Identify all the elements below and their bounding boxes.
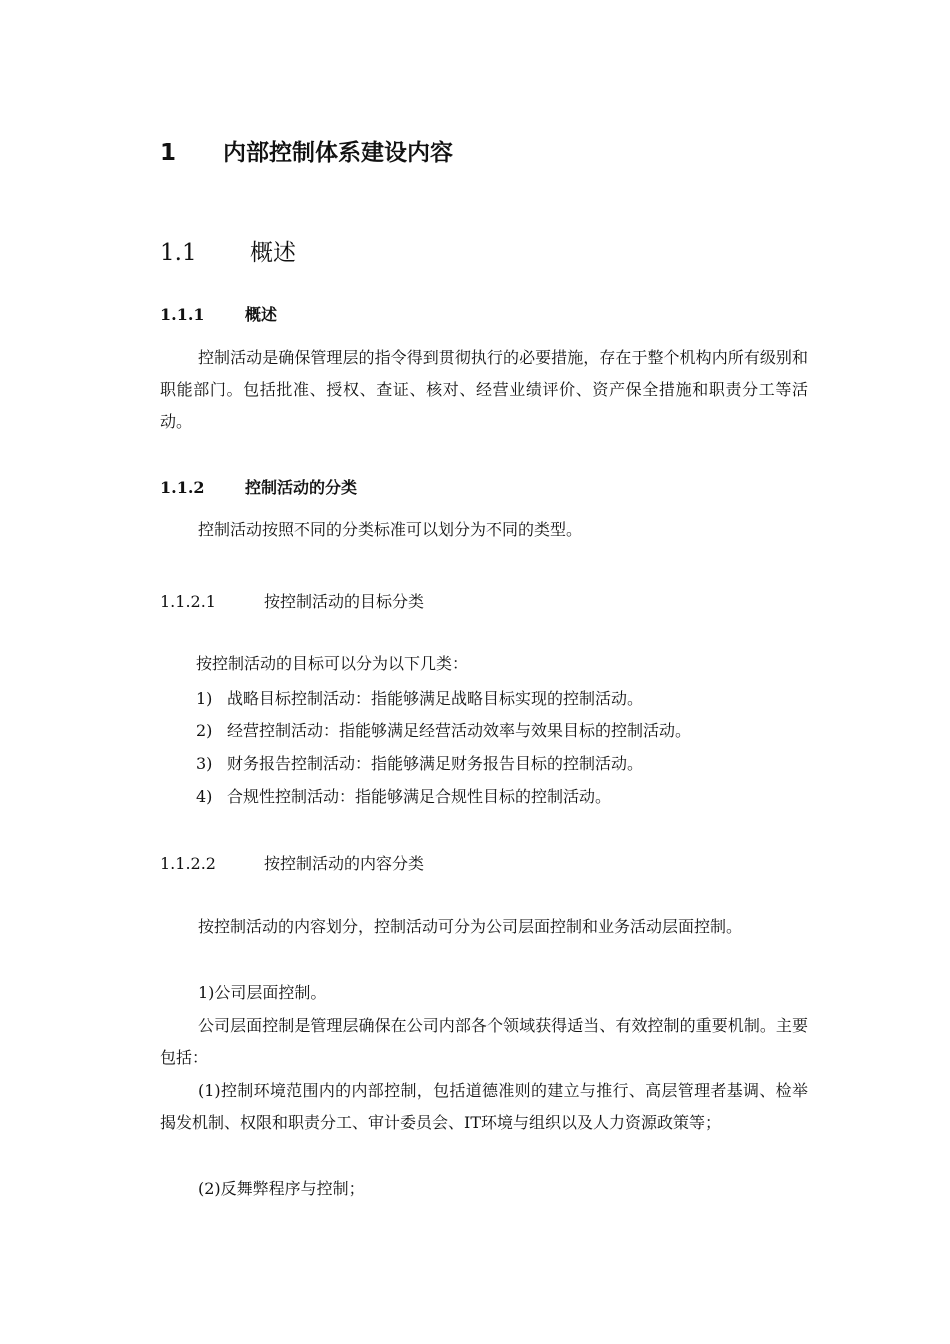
subsection-title: 概述: [245, 305, 278, 324]
list-item-text: 合规性控制活动：指能够满足合规性目标的控制活动。: [227, 787, 612, 806]
chapter-heading: [160, 134, 453, 167]
subsection-number: 1.1.2: [160, 478, 205, 497]
paragraph-overview: 控制活动是确保管理层的指令得到贯彻执行的必要措施，存在于整个机构内所有级别和职能部门。包括批准、授权、查证、核对、经营业绩评价、资产保全措施和职责分工等活动。: [160, 348, 808, 431]
subsubsection-number: 1.1.2.2: [160, 854, 216, 873]
list-item: [196, 751, 643, 774]
list-intro: 按控制活动的目标可以分为以下几类：: [196, 654, 469, 673]
subsubsection-heading-1-1-2-1: [160, 589, 424, 612]
subsection-heading-1-1-2: [160, 475, 357, 498]
list-item-text: 战略目标控制活动：指能够满足战略目标实现的控制活动。: [227, 689, 644, 708]
paragraph-control-environment: (1)控制环境范围内的内部控制，包括道德准则的建立与推行、高层管理者基调、检举揭发机制、权限和职责分工、审计委员会、IT环境与组织以及人力资源政策等；: [160, 1081, 808, 1132]
paragraph-company-level-detail: 公司层面控制是管理层确保在公司内部各个领域获得适当、有效控制的重要机制。主要包括：: [160, 1016, 808, 1067]
list-item: [196, 686, 643, 709]
list-item-text: 经营控制活动：指能够满足经营活动效率与效果目标的控制活动。: [227, 721, 692, 740]
paragraph-content-division: 按控制活动的内容划分，控制活动可分为公司层面控制和业务活动层面控制。: [198, 917, 743, 936]
list-item-number: 1): [196, 689, 213, 708]
subsubsection-title: 按控制活动的内容分类: [264, 854, 425, 873]
subsubsection-heading-1-1-2-2: [160, 851, 424, 874]
subsubsection-title: 按控制活动的目标分类: [264, 592, 425, 611]
list-item: [196, 784, 611, 807]
section-heading: [160, 234, 296, 267]
paragraph-classification: 控制活动按照不同的分类标准可以划分为不同的类型。: [198, 520, 583, 539]
list-item-text: 财务报告控制活动：指能够满足财务报告目标的控制活动。: [227, 754, 644, 773]
paragraph-anti-fraud: (2)反舞弊程序与控制；: [198, 1179, 365, 1198]
section-title: 概述: [250, 240, 296, 266]
chapter-number: 1: [160, 140, 177, 166]
subsection-heading-1-1-1: [160, 302, 277, 325]
subsection-title: 控制活动的分类: [245, 478, 358, 497]
section-number: 1.1: [160, 240, 197, 266]
subsubsection-number: 1.1.2.1: [160, 592, 216, 611]
chapter-title: 内部控制体系建设内容: [223, 140, 453, 166]
paragraph-company-level: 1)公司层面控制。: [198, 983, 327, 1002]
list-item-number: 4): [196, 787, 213, 806]
subsection-number: 1.1.1: [160, 305, 205, 324]
list-item-number: 3): [196, 754, 213, 773]
list-item: [196, 718, 691, 741]
list-item-number: 2): [196, 721, 213, 740]
